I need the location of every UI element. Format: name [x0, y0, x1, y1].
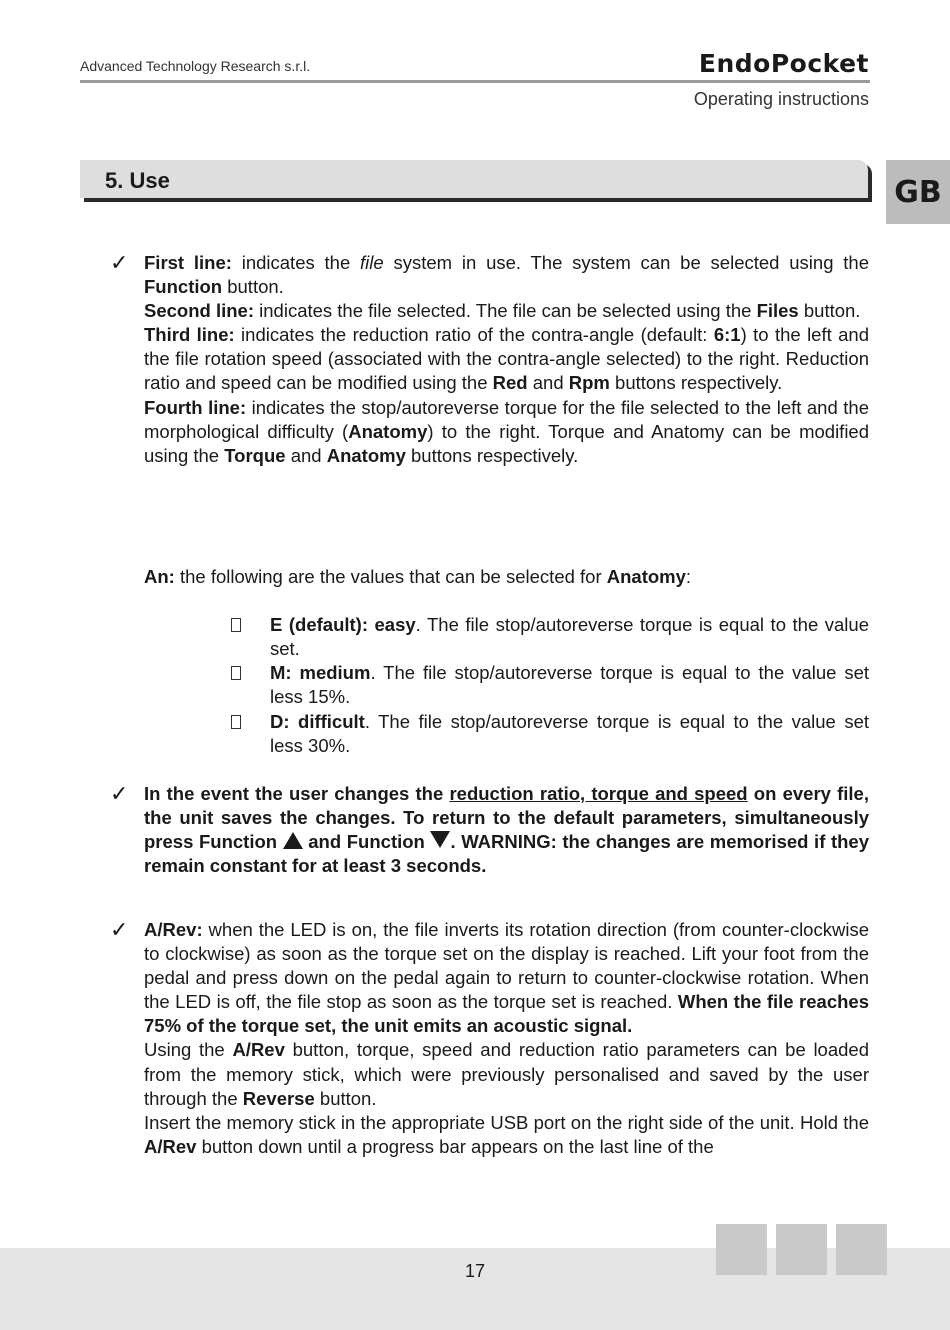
- check-mark-icon: ✓: [110, 917, 129, 942]
- text: button.: [314, 1087, 377, 1109]
- text: . WARNING: the changes are memorised if they remain constant for at least 3 seconds.: [144, 831, 869, 877]
- text: Using the: [144, 1039, 233, 1061]
- text: button.: [222, 276, 284, 298]
- arev-button-ref: A/Rev: [144, 1135, 197, 1157]
- option-desc: . The file stop/autoreverse torque is equal to the value set less 30%.: [270, 711, 870, 757]
- default-ratio: 6:1: [713, 324, 741, 346]
- option-desc: . The file stop/autoreverse torque is equal to the value set.: [270, 614, 869, 660]
- option-term: D: difficult: [270, 711, 365, 732]
- check-mark-icon: ✓: [110, 781, 129, 806]
- company-name: Advanced Technology Research s.r.l.: [80, 58, 311, 74]
- text: the following are the values that can be selected for: [174, 566, 607, 587]
- option-term: E (default): easy: [270, 614, 416, 635]
- reverse-button-ref: Reverse: [242, 1087, 315, 1109]
- text: and Function: [302, 831, 431, 853]
- underlined-params: reduction ratio, torque and speed: [449, 783, 748, 804]
- third-line-label: Third line:: [144, 324, 235, 346]
- list-bullet-icon: [231, 715, 241, 729]
- arrow-down-icon: [430, 831, 450, 848]
- text: and: [285, 444, 327, 466]
- list-bullet-icon: [231, 666, 241, 680]
- text: and: [527, 372, 569, 394]
- section-title: 5. Use: [105, 168, 170, 193]
- text: system in use. The system can be selected using the: [383, 252, 869, 273]
- text: buttons respectively.: [609, 372, 783, 394]
- text: indicates the stop/autoreverse torque for the file selected to the left and the morphological difficulty (: [144, 396, 869, 442]
- anatomy-term: Anatomy: [606, 566, 686, 587]
- anatomy-option-easy: [270, 613, 869, 661]
- text: :: [685, 566, 692, 587]
- text: button down until a progress bar appears on the last line of the: [196, 1135, 714, 1157]
- text: indicates the reduction ratio of the contra-angle (default:: [234, 324, 714, 346]
- check-mark-icon: ✓: [110, 250, 129, 275]
- text: In the event the user changes the: [144, 783, 450, 804]
- display-lines-paragraph: [144, 251, 869, 468]
- anatomy-term: Anatomy: [348, 420, 428, 442]
- text: ) to the left and the file rotation speed (associated with the contra-angle selected) to the right. Reduction ratio and speed can be modified using the: [144, 324, 870, 394]
- text: Insert the memory stick in the appropriate USB port on the right side of the unit. Hold the: [144, 1111, 869, 1133]
- anatomy-option-difficult: [270, 710, 869, 758]
- option-desc: . The file stop/autoreverse torque is equal to the value set less 15%.: [270, 662, 870, 708]
- torque-button-ref: Torque: [224, 444, 286, 466]
- arev-paragraph: [144, 918, 869, 1159]
- text: on every file, the unit saves the changes. To return to the default parameters, simultaneously press Function: [144, 783, 869, 853]
- arrow-up-icon: [283, 832, 303, 849]
- list-bullet-icon: [231, 618, 241, 632]
- section-header-bar: [80, 160, 868, 198]
- arev-label: A/Rev:: [144, 919, 203, 940]
- fourth-line-label: Fourth line:: [144, 396, 247, 418]
- document-subtitle: Operating instructions: [693, 89, 869, 109]
- option-term: M: medium: [270, 662, 371, 683]
- save-changes-paragraph: [144, 782, 869, 878]
- red-button-ref: Red: [492, 372, 528, 394]
- text: when the LED is on, the file inverts its rotation direction (from counter-clockwise to clockwise) as soon as the torque set on the display is reached. Lift your foot from the pedal and press down on the pedal again to return to counter-clockwise rotation. When the LED is off, the file stop as soon as the torque set is reached.: [144, 919, 869, 1013]
- text: buttons respectively.: [405, 444, 579, 466]
- page-number: 17: [464, 1261, 486, 1281]
- arev-button-ref: A/Rev: [232, 1039, 285, 1061]
- first-line-label: First line:: [144, 252, 232, 273]
- text: ) to the right. Torque and Anatomy can be modified using the: [144, 420, 870, 466]
- anatomy-option-medium: [270, 661, 869, 709]
- rpm-button-ref: Rpm: [568, 372, 610, 394]
- text: indicates the: [231, 252, 361, 273]
- text: button.: [798, 300, 861, 322]
- header-rule: [80, 80, 870, 83]
- language-tab: GB: [886, 160, 950, 224]
- anatomy-button-ref: Anatomy: [326, 444, 406, 466]
- files-button-ref: Files: [756, 300, 799, 322]
- an-label: An:: [144, 566, 175, 587]
- anatomy-intro: [144, 565, 869, 589]
- text: button, torque, speed and reduction ratio parameters can be loaded from the memory stick, which were previously personalised and saved by the user through the: [144, 1039, 870, 1109]
- file-term: file: [360, 252, 384, 273]
- brand-logo: EndoPocket: [698, 49, 869, 78]
- text: indicates the file selected. The file can be selected using the: [254, 300, 757, 322]
- second-line-label: Second line:: [144, 300, 254, 322]
- function-button-ref: Function: [144, 276, 223, 298]
- acoustic-signal-note: When the file reaches 75% of the torque set, the unit emits an acoustic signal.: [144, 991, 869, 1037]
